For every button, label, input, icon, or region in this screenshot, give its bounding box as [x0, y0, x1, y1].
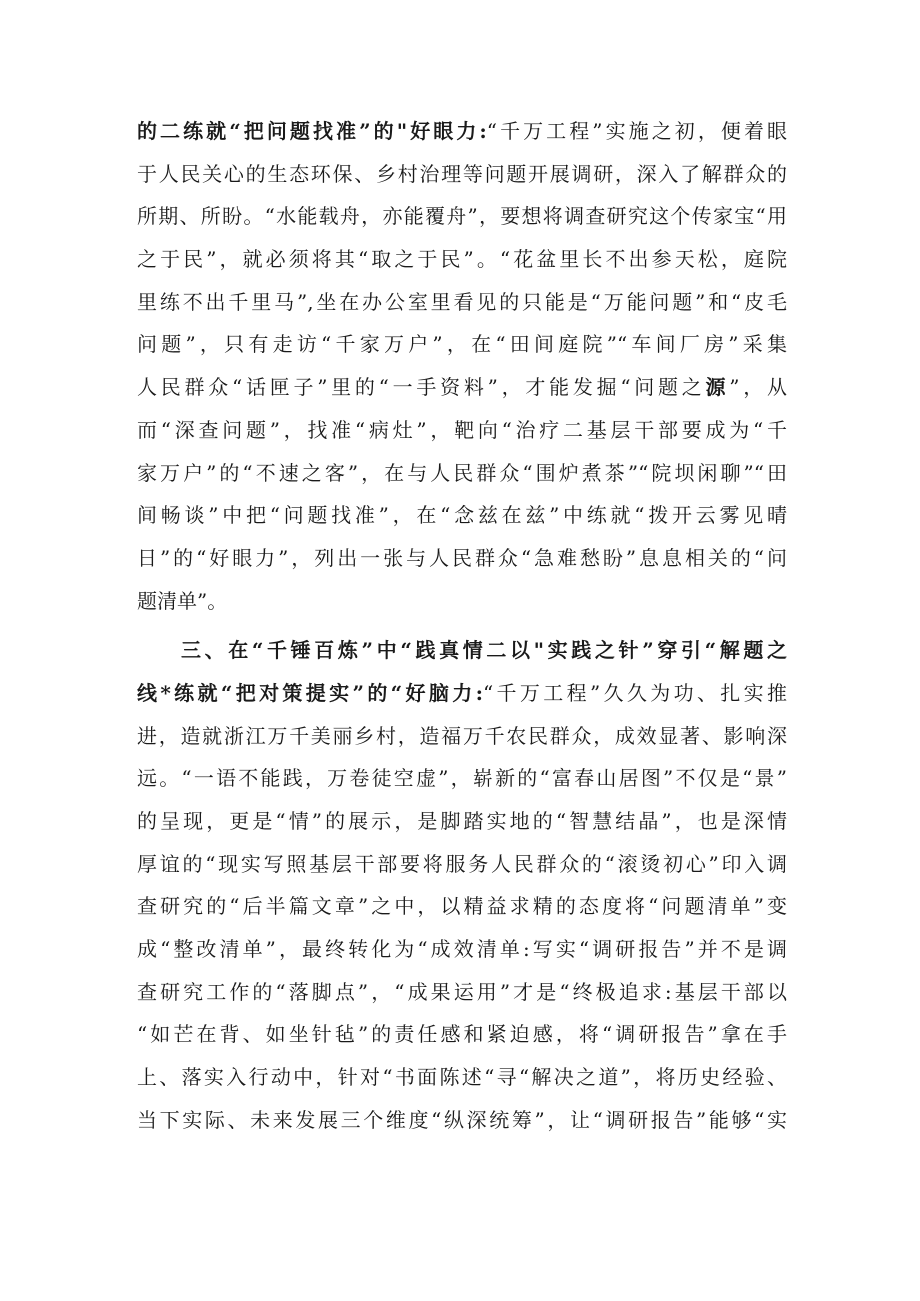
text-run: 当下实际、未来发展三个维度“纵深统筹”，让“调研报告”能够“实 — [137, 1107, 787, 1132]
text-run: 家万户”的“不速之客”，在与人民群众“围炉煮茶”“院坝闲聊”“田 — [137, 460, 787, 485]
text-run: 查研究的“后半篇文章”之中，以精益求精的态度将“问题清单”变 — [137, 894, 787, 919]
text-run: 里练不出千里马”,坐在办公室里看见的只能是“万能问题”和“皮毛 — [137, 289, 787, 314]
text-run: 进，造就浙江万千美丽乡村，造福万千农民群众，成效显著、影响深 — [137, 723, 787, 748]
text-line — [137, 153, 787, 196]
text-run: 题清单”。 — [137, 588, 228, 613]
text-line — [137, 757, 787, 800]
text-line — [137, 580, 787, 623]
bold-text: 的二练就“把问题找准”的"好眼力: — [137, 119, 487, 143]
text-run: “千万工程”实施之初，便着眼 — [486, 119, 787, 143]
bold-text: 线*练就“把对策提实”的“好脑力: — [137, 680, 483, 705]
text-run: “如芒在背、如坐针毡”的责任感和紧迫感，将“调研报告”拿在手 — [137, 1022, 787, 1047]
text-line — [137, 885, 787, 928]
text-line — [137, 452, 787, 495]
body-text — [137, 110, 787, 1142]
text-line — [137, 238, 787, 281]
text-line — [137, 1099, 787, 1142]
text-line — [137, 366, 787, 409]
text-line — [137, 1056, 787, 1099]
text-run: “千万工程”久久为功、扎实推 — [482, 680, 787, 705]
bold-text: 三、在“千锤百炼”中“践真情二以"实践之针”穿引“解题之 — [181, 638, 787, 663]
text-line — [137, 110, 787, 153]
text-run: ”，从 — [729, 375, 787, 400]
section-heading-line — [137, 629, 787, 672]
text-run: 所期、所盼。“水能载舟，亦能覆舟”，要想将调查研究这个传家宝“用 — [137, 204, 787, 229]
text-run: 人民群众“话匣子”里的“一手资料”，才能发掘“问题之 — [137, 375, 706, 400]
text-line — [137, 281, 787, 324]
text-run: 成“整改清单”，最终转化为“成效清单:写实“调研报告”并不是调 — [137, 937, 787, 962]
text-line — [137, 715, 787, 758]
paragraph — [137, 110, 787, 622]
text-line — [137, 537, 787, 580]
text-run: 而“深查问题”，找准“病灶”，靶向“治疗二基层干部要成为“千 — [137, 417, 787, 442]
text-line — [137, 409, 787, 452]
text-run: 远。“一语不能践，万卷徒空虚”，崭新的“富春山居图”不仅是“景” — [137, 766, 787, 791]
text-line — [137, 494, 787, 537]
text-run: 查研究工作的“落脚点”，“成果运用”才是“终极追求:基层干部以 — [137, 979, 787, 1004]
paragraph — [137, 629, 787, 1141]
text-line — [137, 1013, 787, 1056]
text-line — [137, 672, 787, 715]
text-run: 上、落实入行动中，针对“书面陈述“寻“解决之道”，将历史经验、 — [137, 1065, 787, 1090]
text-line — [137, 928, 787, 971]
text-run: 厚谊的“现实写照基层干部要将服务人民群众的“滚烫初心”印入调 — [137, 851, 787, 876]
text-line — [137, 971, 787, 1014]
text-line — [137, 800, 787, 843]
text-run: 问题”，只有走访“千家万户”，在“田间庭院”“车间厂房”采集 — [137, 332, 787, 357]
text-line — [137, 195, 787, 238]
text-run: 于人民关心的生态环保、乡村治理等问题开展调研，深入了解群众的 — [137, 161, 787, 186]
text-run: 之于民”，就必须将其“取之于民”。“花盆里长不出参天松，庭院 — [137, 247, 787, 272]
text-run: 日”的“好眼力”，列出一张与人民群众“急难愁盼”息息相关的“问 — [137, 545, 787, 570]
text-line — [137, 323, 787, 366]
text-run: 间畅谈”中把“问题找准”，在“念兹在兹”中练就“拨开云雾见晴 — [137, 503, 787, 528]
text-run: 的呈现，更是“情”的展示，是脚踏实地的“智慧结晶”，也是深情 — [137, 809, 787, 833]
text-line — [137, 843, 787, 886]
bold-text: 源 — [705, 375, 730, 400]
